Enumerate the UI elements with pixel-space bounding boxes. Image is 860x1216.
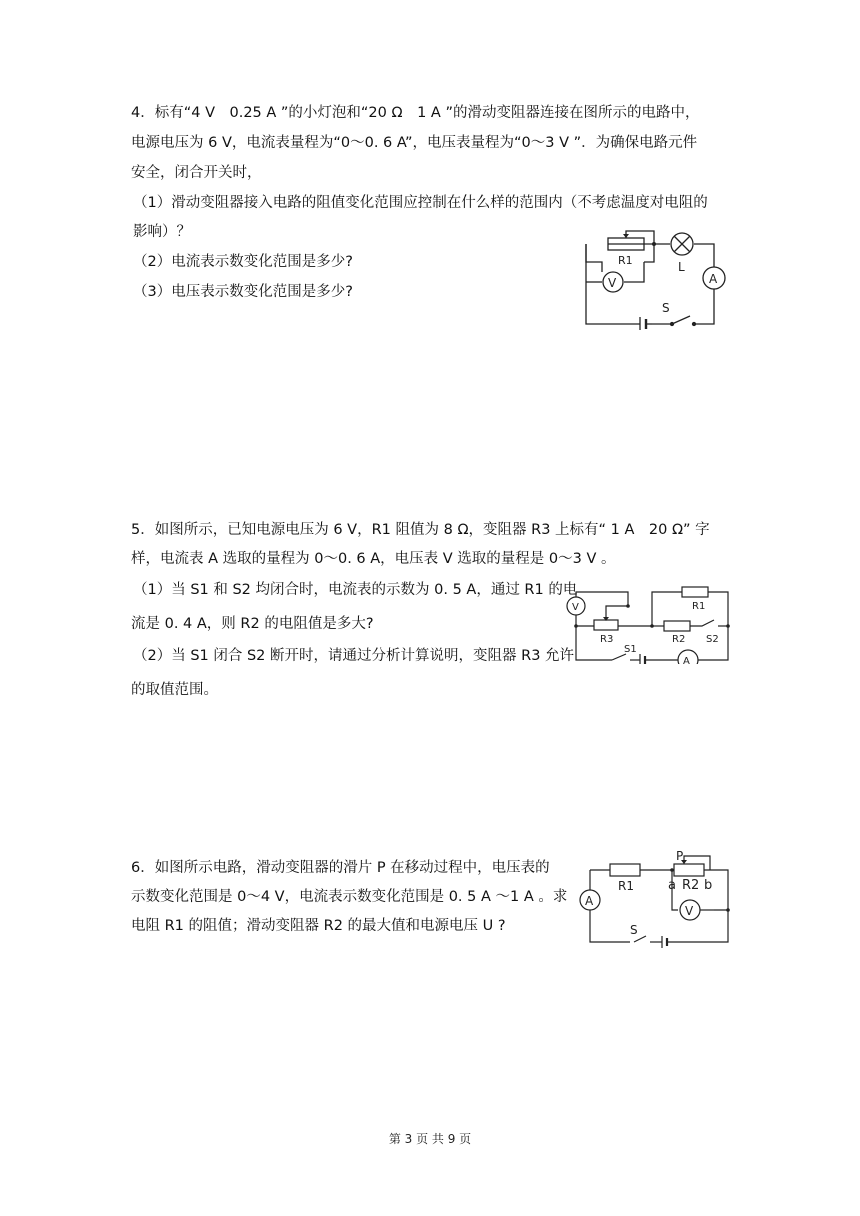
q4-lamp-label: L [678,260,685,274]
q4-line-2: 电源电压为 6 V，电流表量程为“0～0. 6 A”，电压表量程为“0～3 V ”．为确保电路元件 [131,135,698,151]
q5-line-3: （1）当 S1 和 S2 均闭合时，电流表的示数为 0. 5 A，通过 R1 的电 [133,582,578,598]
q6-ammeter-label: A [585,894,594,908]
q5-line-1: 5．如图所示，已知电源电压为 6 V，R1 阻值为 8 Ω，变阻器 R3 上标有“ 1 A 20 Ω” 字 [131,522,710,538]
q5-line-6: 的取值范围。 [131,682,218,698]
q6-p-label: P [676,849,684,863]
q6-voltmeter-label: V [685,904,694,918]
q6-line-3: 电阻 R1 的阻值；滑动变阻器 R2 的最大值和电源电压 U ? [131,918,506,934]
q5-line-5: （2）当 S1 闭合 S2 断开时，请通过分析计算说明，变阻器 R3 允许 [133,648,575,664]
q4-line-3: 安全，闭合开关时， [131,165,262,181]
q5-s1-label: S1 [624,644,637,655]
q6-b-label: b [704,878,713,893]
page-footer: 第 3 页 共 9 页 [388,1132,472,1146]
q4-voltmeter-label: V [608,276,617,290]
q6-a-label: a [668,878,676,893]
q4-line-4: （1）滑动变阻器接入电路的阻值变化范围应控制在什么样的范围内（不考虑温度对电阻的 [133,195,708,211]
q4-line-7: （3）电压表示数变化范围是多少? [133,284,353,300]
q4-r1-label: R1 [618,254,633,267]
q4-line-5: 影响）？ [133,224,191,240]
q5-ammeter-label: A [683,656,690,664]
q4-ammeter-label: A [709,272,718,286]
q6-circuit-diagram [578,848,734,948]
q4-line-6: （2）电流表示数变化范围是多少? [133,254,353,270]
q5-circuit-diagram [564,584,734,664]
q5-line-2: 样，电流表 A 选取的量程为 0～0. 6 A，电压表 V 选取的量程是 0～3 V 。 [131,551,616,567]
q6-r1-label: R1 [618,879,634,893]
q6-r2-label: R2 [682,878,700,893]
q4-circuit-diagram [582,224,732,330]
q4-switch-label: S [662,301,670,315]
q5-voltmeter-label: V [572,602,579,613]
q6-line-2: 示数变化范围是 0～4 V，电流表示数变化范围是 0. 5 A ～1 A 。求 [131,889,568,905]
q6-switch-label: S [630,923,638,937]
q4-line-1: 4．标有“4 V 0.25 A ”的小灯泡和“20 Ω 1 A ”的滑动变阻器连接在图所示的电路中， [131,105,700,121]
q5-r1-label: R1 [692,601,706,612]
q5-s2-label: S2 [706,634,719,645]
q5-line-4: 流是 0. 4 A，则 R2 的电阻值是多大? [131,616,374,632]
q5-r3-label: R3 [600,634,614,645]
q6-line-1: 6．如图所示电路，滑动变阻器的滑片 P 在移动过程中，电压表的 [131,860,550,876]
q5-r2-label: R2 [672,634,686,645]
